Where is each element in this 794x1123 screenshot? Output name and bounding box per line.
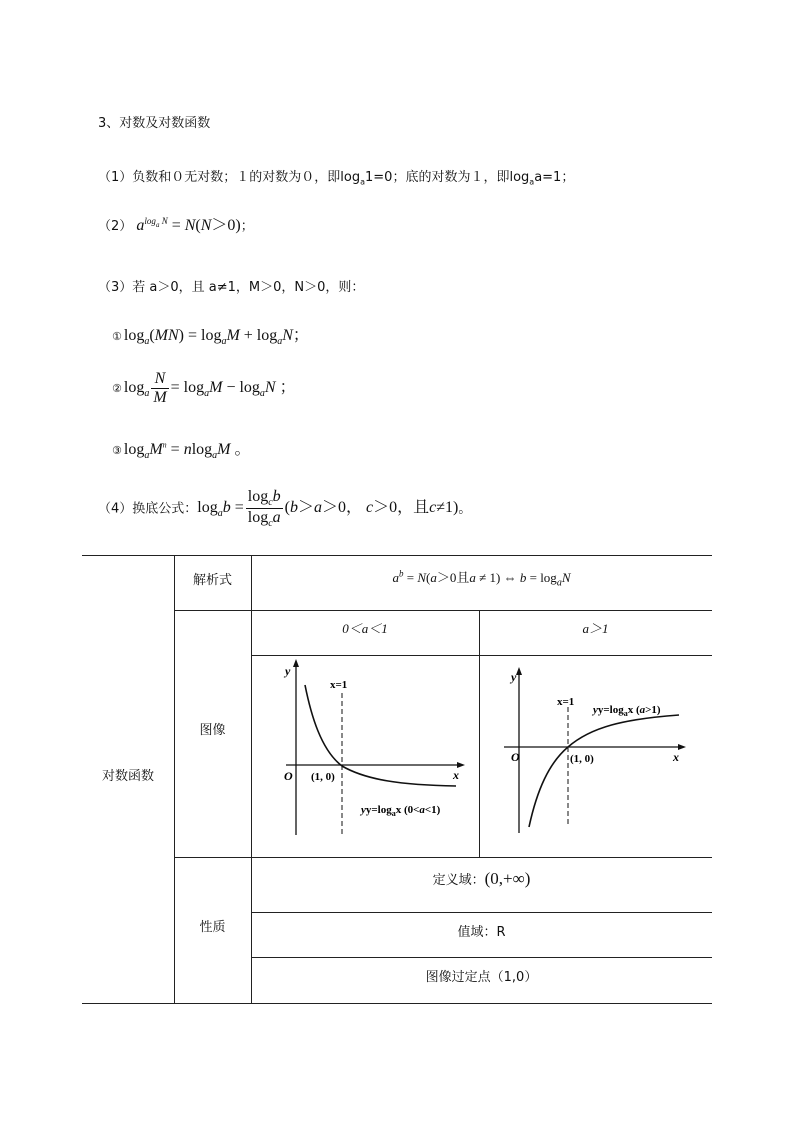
table-rule (82, 1003, 712, 1004)
item-4 (98, 488, 471, 529)
x-label: x (673, 750, 679, 764)
table-left-label: 对数函数 (101, 769, 154, 784)
y-arrow (293, 659, 299, 667)
rule-1-mark: ① (112, 330, 122, 343)
curve-label: $yy=\log_ax$ (0<a<1) (361, 804, 441, 818)
rule-3-mark: ③ (112, 444, 122, 457)
prop-domain (251, 869, 712, 889)
point-label: (1, 0) (570, 753, 594, 765)
item-1-prefix: （1）负数和０无对数；１的对数为０，即 (98, 170, 341, 185)
x-arrow (678, 744, 686, 750)
rule-3-formula: $\log_aM^n = nlog_aM$ 。 (123, 440, 251, 462)
item-2-suffix: ； (240, 219, 254, 234)
y-label: y (285, 664, 291, 678)
expression-formula: $a^b = N(a>0$且a ≠ 1) ⇔ $b = \log_aN$ (392, 568, 571, 589)
rule-3 (112, 436, 250, 461)
row-label-graph: 图像 (199, 723, 226, 738)
x-label: x (453, 768, 459, 782)
table-rule (174, 857, 712, 858)
x1-label: x=1 (330, 679, 348, 691)
table-rule (174, 610, 712, 611)
table-rule (251, 957, 712, 958)
rule-1 (112, 322, 309, 347)
prop-fixed-point: 图像过定点（1,0） (425, 970, 538, 985)
y-arrow (516, 667, 522, 675)
table-rule (251, 912, 712, 913)
graph-header-left: 0＜a＜1 (342, 621, 388, 636)
prop-domain-value: (0,+∞) (484, 869, 531, 888)
row-label-expr: 解析式 (192, 573, 232, 588)
item-4-formula: $\log_ab$ = $\frac{\log_cb}{\log_ca}$ (b＞a＞0， c＞0，且c≠1) (197, 488, 459, 530)
rule-2-mark: ② (112, 382, 122, 396)
log-function-table (82, 555, 712, 1003)
item-3: （3）若 a＞0，且 a≠1，M＞0，N＞0，则： (98, 280, 365, 295)
graph-header-right: a＞1 (582, 621, 609, 636)
item-2 (98, 212, 254, 235)
item-1 (98, 166, 574, 187)
row-label-props: 性质 (199, 920, 226, 935)
rule-2-formula: $\log_a$ $\frac{N}{M}$ = $\log_aM - \log_aN$ ； (123, 370, 296, 406)
prop-domain-label: 定义域： (432, 873, 485, 888)
graph-left (251, 655, 479, 857)
item-1-mid1: 1=0；底的对数为１，即 (365, 170, 510, 185)
origin-label: O (284, 769, 293, 783)
x1-label: x=1 (557, 696, 575, 708)
section-heading: 3、对数及对数函数 (98, 116, 211, 131)
rule-2 (112, 370, 296, 407)
item-4-suffix: 。 (458, 501, 472, 517)
item-1-sub-b: a (529, 177, 535, 187)
table-rule (174, 555, 175, 1003)
table-rule (82, 555, 712, 556)
curve-right (529, 715, 679, 827)
rule-1-formula: $\log_a(MN) = \log_aM + \log_aN$； (123, 327, 309, 348)
item-1-log: log (340, 170, 361, 185)
item-1-sub: a (360, 177, 366, 187)
curve-label: $yy=\log_ax$ (a>1) (593, 704, 661, 718)
item-4-prefix: （4）换底公式： (98, 501, 198, 517)
graph-right (479, 655, 712, 857)
item-2-formula: $a^{log_a N} = N(N>0)$ (136, 215, 241, 234)
point-label: (1, 0) (311, 771, 335, 783)
item-1-log-b: log (509, 170, 530, 185)
item-2-prefix: （2） (98, 219, 133, 234)
origin-label: O (511, 750, 520, 764)
item-1-mid2: a=1； (534, 170, 575, 185)
prop-range: 值域：R (457, 925, 506, 940)
y-label: y (511, 670, 517, 684)
